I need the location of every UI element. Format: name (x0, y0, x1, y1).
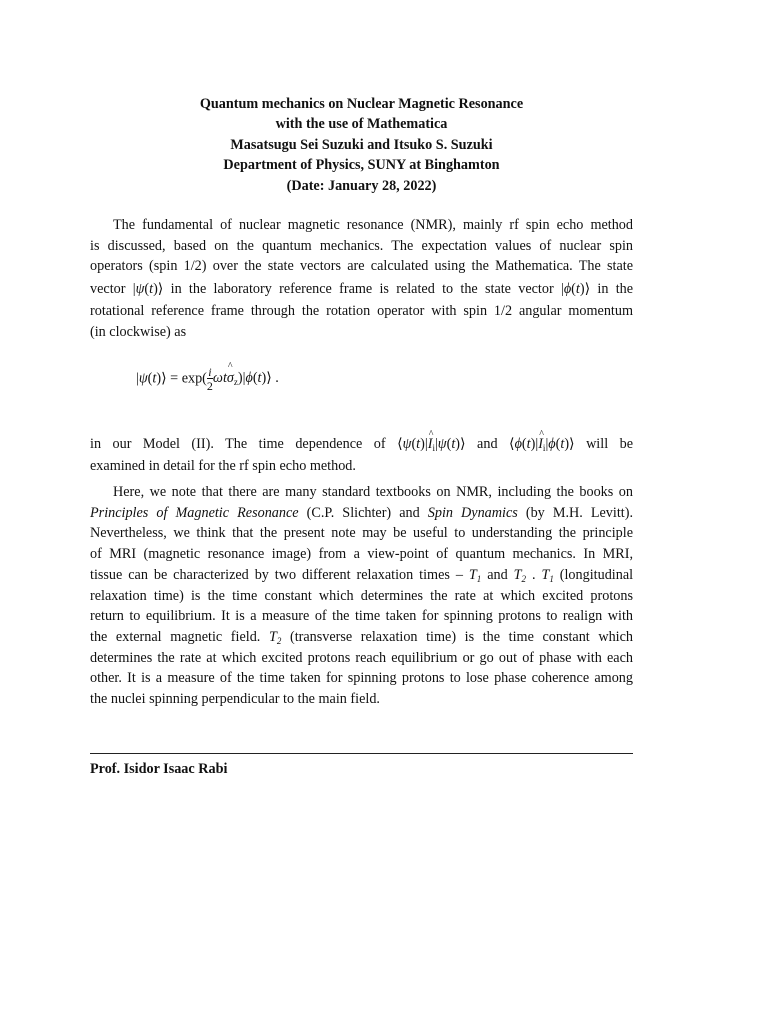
t1-symbol-2: $T_1$ (541, 566, 554, 584)
intro-line-10: other. It is a measure of the time taken for spinning protons to lose phase coherence among (90, 670, 633, 687)
t1-symbol: $T_1$ (468, 566, 482, 584)
date: (Date: January 28, 2022) (286, 177, 437, 194)
phi-expectation-math: ⟨ϕ(t)|^ $I_i|\phi(t)⟩$ (509, 436, 575, 452)
rotation-equation: |ψ(t)⟩ = exp( $\frac{i}{2}$ ωt^ $\sigma_z)|\phi(t)⟩$ . (136, 366, 279, 392)
intro-line-6: relaxation time) is the time constant which determines the rate at which excited protons (90, 587, 633, 604)
abstract-paragraph (90, 215, 633, 343)
intro-line-11: the nuclei spinning perpendicular to the main field. (90, 691, 380, 708)
abstract-line-1: The fundamental of nuclear magnetic resonance (NMR), mainly rf spin echo method (113, 217, 633, 233)
psi-expectation-math: ⟨ψ(t)|^ $I_i|\psi(t)⟩$ (397, 436, 465, 452)
model-line-2: examined in detail for the rf spin echo method. (90, 458, 356, 474)
abstract-line-2: is discussed, based on the quantum mechanics. The expectation values of nuclear spin (90, 237, 633, 254)
intro-line-1: Here, we note that there are many standard textbooks on NMR, including the books on (113, 484, 633, 500)
model-paragraph (90, 432, 633, 477)
authors: Masatsugu Sei Suzuki and Itsuko S. Suzuki (230, 136, 493, 153)
title-line-1: Quantum mechanics on Nuclear Magnetic Resonance (199, 96, 524, 112)
footnote-divider (90, 753, 633, 754)
abstract-line-5: rotational reference frame through the rotation operator with spin 1/2 angular momentum (90, 303, 633, 320)
book-title-slichter: Principles of Magnetic Resonance (90, 504, 299, 521)
abstract-line-4: vector |ψ(t)⟩ in the laboratory reference frame is related to the state vector |ϕ(t)⟩ in the (90, 281, 634, 298)
affiliation: Department of Physics, SUNY at Binghamton (223, 157, 500, 174)
abstract-line-3: operators (spin 1/2) over the state vectors are calculated using the Mathematica. The state (90, 258, 633, 275)
t2-symbol-2: $T_2$ (268, 628, 282, 646)
book-title-levitt: Spin Dynamics (427, 504, 518, 521)
model-line-1: in our Model (II). The time dependence of ⟨ψ(t)|^ $I_i|\psi(t)⟩$ and ⟨ϕ(t)|^ $I_i|\phi(t)⟩$ will be (90, 432, 633, 456)
abstract-line-6: (in clockwise) as (90, 323, 187, 340)
t2-symbol: $T_2$ (513, 566, 527, 584)
intro-line-4: of MRI (magnetic resonance image) from a view-point of quantum mechanics. In MRI, (90, 546, 633, 563)
intro-line-9: determines the rate at which excited protons reach equilibrium or go out of phase with each (90, 649, 633, 666)
footnote-name: Prof. Isidor Isaac Rabi (90, 761, 228, 777)
intro-line-7: return to equilibrium. It is a measure of the time taken for spinning protons to realign with (90, 608, 633, 625)
title-block (90, 94, 633, 196)
intro-paragraph (90, 482, 633, 710)
title-line-2: with the use of Mathematica (275, 116, 448, 133)
intro-line-2: Principles of Magnetic Resonance (C.P. Slichter) and Spin Dynamics (by M.H. Levitt). (90, 504, 634, 521)
intro-line-5: tissue can be characterized by two different relaxation times – $T_1$ and $T_2$ . $T_1$ (longitudinal (90, 566, 634, 584)
intro-line-8: the external magnetic field. $T_2$ (transverse relaxation time) is the time constant which (90, 628, 634, 646)
intro-line-3: Nevertheless, we think that the present note may be useful to understanding the principle (90, 525, 633, 542)
psi-ket-math: |ψ(t)⟩ (132, 281, 164, 298)
phi-ket-math: |ϕ(t)⟩ (560, 281, 591, 298)
